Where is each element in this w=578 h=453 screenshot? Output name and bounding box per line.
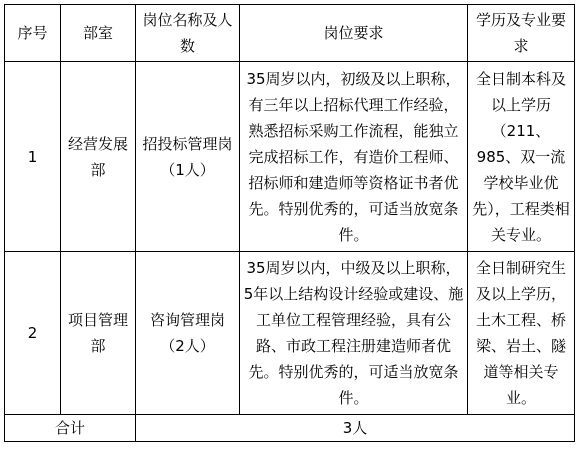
header-index: 序号 <box>5 5 61 62</box>
total-row <box>5 415 575 442</box>
recruitment-table <box>4 4 575 442</box>
row-department: 项目管理部 <box>61 252 136 415</box>
header-row <box>5 5 575 62</box>
header-position: 岗位名称及人数 <box>136 5 240 62</box>
header-education: 学历及专业要求 <box>468 5 575 62</box>
row-requirements: 35周岁以内，中级及以上职称，5年以上结构设计经验或建设、施工单位工程管理经验，具有公路、市政工程注册建造师者优先。特别优秀的，可适当放宽条件。 <box>240 252 468 415</box>
table-row <box>5 252 575 415</box>
total-label: 合计 <box>5 415 136 442</box>
row-position: 咨询管理岗（2人） <box>136 252 240 415</box>
row-department: 经营发展部 <box>61 62 136 252</box>
row-education: 全日制研究生及以上学历，土木工程、桥梁、岩土、隧道等相关专业。 <box>468 252 575 415</box>
header-requirements: 岗位要求 <box>240 5 468 62</box>
total-value: 3人 <box>136 415 575 442</box>
table-row <box>5 62 575 252</box>
row-index: 1 <box>5 62 61 252</box>
row-index: 2 <box>5 252 61 415</box>
header-department: 部室 <box>61 5 136 62</box>
row-position: 招投标管理岗（1人） <box>136 62 240 252</box>
row-requirements: 35周岁以内，初级及以上职称，有三年以上招标代理工作经验，熟悉招标采购工作流程，能独立完成招标工作，有造价工程师、招标师和建造师等资格证书者优先。特别优秀的，可适当放宽条件。 <box>240 62 468 252</box>
row-education: 全日制本科及以上学历（211、985、双一流学校毕业优先），工程类相关专业。 <box>468 62 575 252</box>
